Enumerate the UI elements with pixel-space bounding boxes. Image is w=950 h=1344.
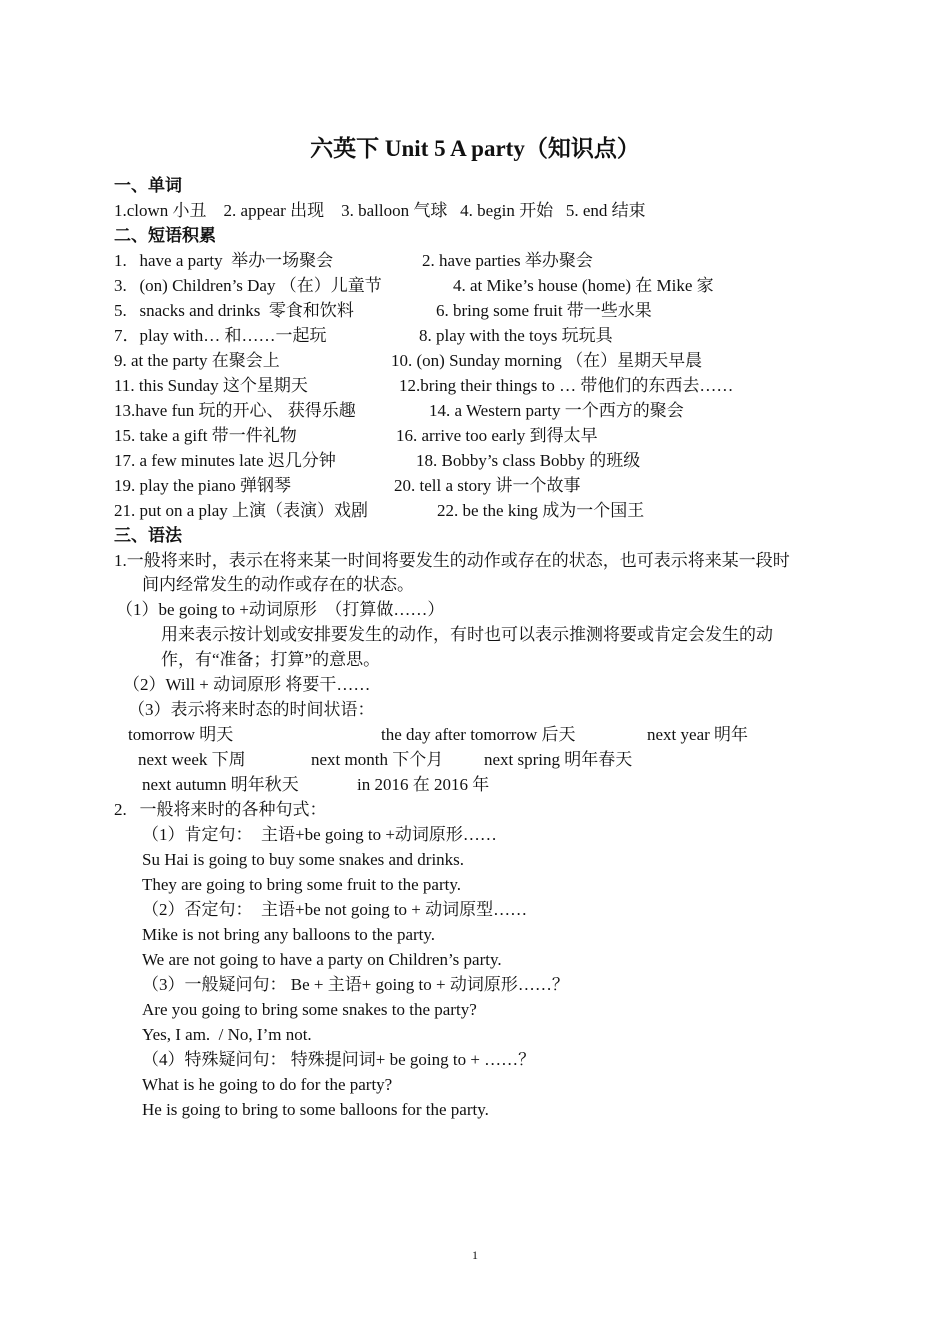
grammar-point-1-cont: 间内经常发生的动作或存在的状态。 [142, 575, 414, 594]
example-sentence: He is going to bring to some balloons for the party. [142, 1100, 489, 1119]
example-sentence: Yes, I am. / No, I’m not. [142, 1025, 312, 1044]
phrase-item: 10. (on) Sunday morning （在）星期天早晨 [391, 351, 703, 370]
phrase-item: 19. play the piano 弹钢琴 [114, 476, 292, 495]
example-sentence: Mike is not bring any balloons to the party. [142, 925, 436, 944]
section-heading-vocab: 一、单词 [114, 176, 182, 195]
grammar-sub-1-desc-cont: 作，有“准备；打算”的意思。 [161, 650, 381, 669]
grammar-sub-1-desc: 用来表示按计划或安排要发生的动作，有时也可以表示推测将要或肯定会发生的动 [161, 625, 773, 644]
phrase-item: 15. take a gift 带一件礼物 [114, 426, 297, 445]
time-adverbial: next year 明年 [647, 725, 749, 744]
phrase-item: 17. a few minutes late 迟几分钟 [114, 451, 336, 470]
time-adverbial: next week 下周 [138, 750, 246, 769]
example-sentence: We are not going to have a party on Children’s party. [142, 950, 502, 969]
form-negative: （2）否定句： 主语+be not going to + 动词原型…… [142, 900, 528, 919]
section-heading-phrases: 二、短语积累 [114, 226, 216, 245]
grammar-point-1: 1.一般将来时，表示在将来某一时间将要发生的动作或存在的状态，也可表示将来某一段时 [114, 551, 790, 570]
form-affirmative: （1）肯定句： 主语+be going to +动词原形…… [142, 825, 497, 844]
phrase-item: 16. arrive too early 到得太早 [396, 426, 598, 445]
phrase-item: 3. (on) Children’s Day （在）儿童节 [114, 276, 382, 295]
time-adverbial: next autumn 明年秋天 [142, 775, 299, 794]
phrase-item: 8. play with the toys 玩玩具 [419, 326, 613, 345]
vocab-line: 1.clown 小丑 2. appear 出现 3. balloon 气球 4. begin 开始 5. end 结束 [114, 201, 646, 220]
phrase-item: 20. tell a story 讲一个故事 [394, 476, 581, 495]
time-adverbial: the day after tomorrow 后天 [381, 725, 576, 744]
grammar-sub-3: （3）表示将来时态的时间状语： [128, 700, 375, 719]
time-adverbial: tomorrow 明天 [128, 725, 234, 744]
grammar-sub-2: （2）Will + 动词原形 将要干…… [123, 675, 371, 694]
time-adverbial: in 2016 在 2016 年 [357, 775, 490, 794]
form-wh-question: （4）特殊疑问句： 特殊提问词+ be going to + ……？ [142, 1050, 536, 1069]
phrase-item: 7．play with… 和……一起玩 [114, 326, 327, 345]
phrase-item: 9. at the party 在聚会上 [114, 351, 280, 370]
phrase-item: 5. snacks and drinks 零食和饮料 [114, 301, 354, 320]
form-yes-no-question: （3）一般疑问句： Be + 主语+ going to + 动词原形……？ [142, 975, 569, 994]
example-sentence: Su Hai is going to buy some snakes and drinks. [142, 850, 465, 869]
section-heading-grammar: 三、语法 [114, 526, 182, 545]
page-title: 六英下 Unit 5 A party（知识点） [310, 136, 640, 161]
example-sentence: Are you going to bring some snakes to the party? [142, 1000, 477, 1019]
phrase-item: 4. at Mike’s house (home) 在 Mike 家 [453, 276, 714, 295]
phrase-item: 12.bring their things to … 带他们的东西去…… [399, 376, 734, 395]
grammar-point-2: 2. 一般将来时的各种句式： [114, 800, 327, 819]
phrase-item: 18. Bobby’s class Bobby 的班级 [416, 451, 641, 470]
phrase-item: 11. this Sunday 这个星期天 [114, 376, 308, 395]
grammar-sub-1: （1）be going to +动词原形 （打算做……） [116, 600, 445, 619]
time-adverbial: next month 下个月 [311, 750, 444, 769]
phrase-item: 22. be the king 成为一个国王 [437, 501, 645, 520]
example-sentence: They are going to bring some fruit to the party. [142, 875, 461, 894]
phrase-item: 14. a Western party 一个西方的聚会 [429, 401, 684, 420]
phrase-item: 2. have parties 举办聚会 [422, 251, 593, 270]
time-adverbial: next spring 明年春天 [484, 750, 633, 769]
phrase-item: 1. have a party 举办一场聚会 [114, 251, 334, 270]
page-number: 1 [472, 1248, 478, 1262]
phrase-item: 13.have fun 玩的开心、 获得乐趣 [114, 401, 356, 420]
phrase-item: 21. put on a play 上演（表演）戏剧 [114, 501, 369, 520]
phrase-item: 6. bring some fruit 带一些水果 [436, 301, 652, 320]
example-sentence: What is he going to do for the party? [142, 1075, 393, 1094]
